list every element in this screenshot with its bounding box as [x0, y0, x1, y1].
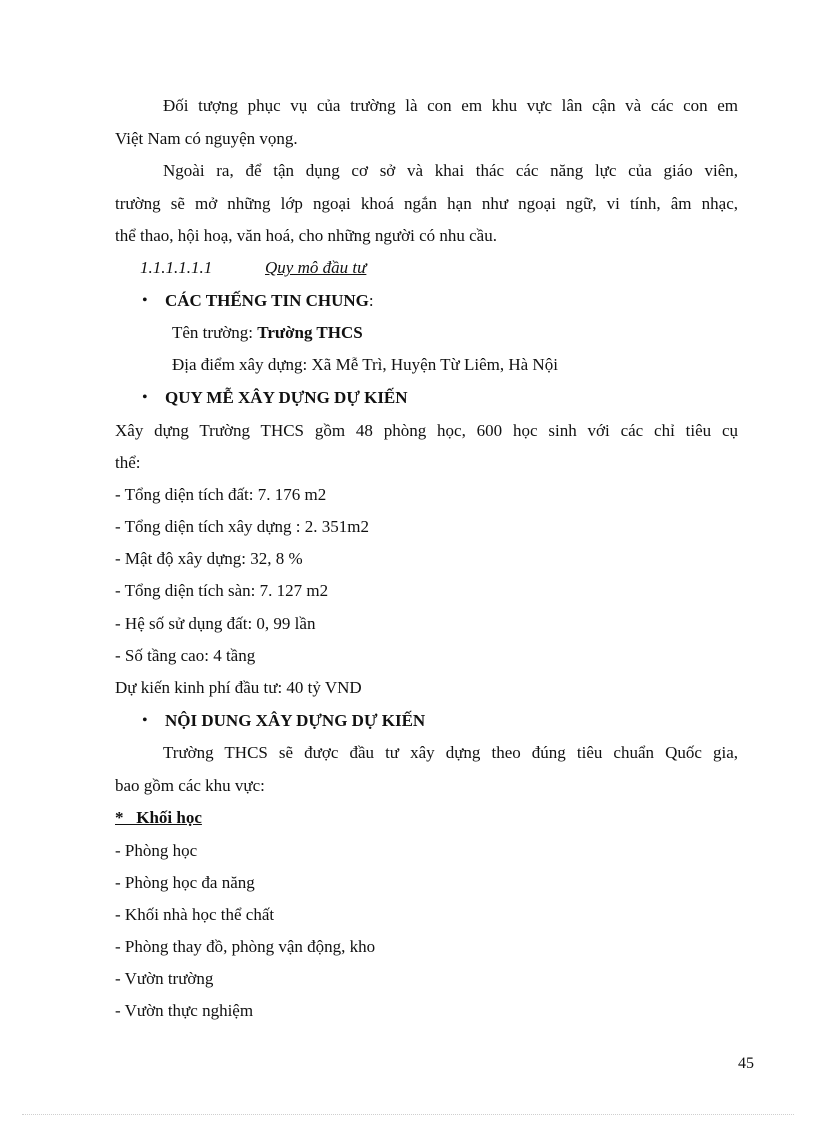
- list-item: - Phòng thay đồ, phòng vận động, kho: [115, 937, 376, 956]
- paragraph-1-line-1: Đối tượng phục vụ của trường là con em khu vực lân cận và các con em: [163, 96, 738, 115]
- spec-item-build-area: - Tổng diện tích xây dựng : 2. 351m2: [115, 517, 369, 536]
- bullet-icon: •: [142, 389, 148, 406]
- bullet-icon: •: [142, 292, 148, 309]
- bullet-icon: •: [142, 712, 148, 729]
- list-item: - Khối nhà học thể chất: [115, 905, 275, 924]
- spec-item-floors: - Số tầng cao: 4 tầng: [115, 646, 256, 665]
- page-bottom-divider: [22, 1114, 794, 1115]
- section-2-title: QUY MỄ XÂY DỰNG DỰ KIẾN: [165, 388, 408, 407]
- paragraph-2-line-3: thể thao, hội hoạ, văn hoá, cho những người có nhu cầu.: [115, 226, 497, 245]
- list-item: - Vườn trường: [115, 969, 214, 988]
- section-1-title: CÁC THẾNG TIN CHUNG: [165, 291, 369, 310]
- school-name-label: Tên trường:: [172, 323, 253, 342]
- paragraph-2-line-2: trường sẽ mở những lớp ngoại khoá ngắn hạn như ngoại ngữ, vi tính, âm nhạc,: [115, 194, 738, 213]
- budget-line: Dự kiến kinh phí đầu tư: 40 tỷ VND: [115, 678, 362, 697]
- school-name-row: [172, 323, 363, 343]
- heading-number: 1.1.1.1.1.1: [140, 258, 213, 277]
- section-3-intro-line-2: bao gồm các khu vực:: [115, 776, 265, 795]
- list-item: - Phòng học: [115, 841, 198, 860]
- section-2-intro-line-1: Xây dựng Trường THCS gồm 48 phòng học, 600 học sinh với các chỉ tiêu cụ: [115, 421, 738, 440]
- page-number: 45: [738, 1055, 754, 1072]
- paragraph-1-line-2: Việt Nam có nguyện vọng.: [115, 129, 298, 148]
- section-1-heading: [165, 291, 374, 311]
- spec-item-land-area: - Tổng diện tích đất: 7. 176 m2: [115, 485, 327, 504]
- paragraph-2-line-1: Ngoài ra, để tận dụng cơ sở và khai thác các năng lực của giáo viên,: [163, 161, 738, 180]
- section-2-intro-line-2: thể:: [115, 453, 141, 472]
- section-3-title: NỘI DUNG XÂY DỰNG DỰ KIẾN: [165, 711, 426, 730]
- spec-item-floor-area: - Tổng diện tích sàn: 7. 127 m2: [115, 581, 329, 600]
- section-1-colon: :: [368, 291, 374, 310]
- heading-title: Quy mô đầu tư: [265, 258, 367, 277]
- location-line: Địa điểm xây dựng: Xã Mễ Trì, Huyện Từ Liêm, Hà Nội: [172, 355, 558, 374]
- spec-item-land-use-ratio: - Hệ số sử dụng đất: 0, 99 lần: [115, 614, 316, 633]
- list-item: - Vườn thực nghiệm: [115, 1001, 254, 1020]
- list-item: - Phòng học đa năng: [115, 873, 255, 892]
- spec-item-density: - Mật độ xây dựng: 32, 8 %: [115, 549, 303, 568]
- subheading-khoi-hoc: * Khối học: [115, 808, 202, 827]
- section-3-intro-line-1: Trường THCS sẽ được đầu tư xây dựng theo đúng tiêu chuẩn Quốc gia,: [163, 743, 738, 762]
- school-name-value: Trường THCS: [257, 323, 363, 342]
